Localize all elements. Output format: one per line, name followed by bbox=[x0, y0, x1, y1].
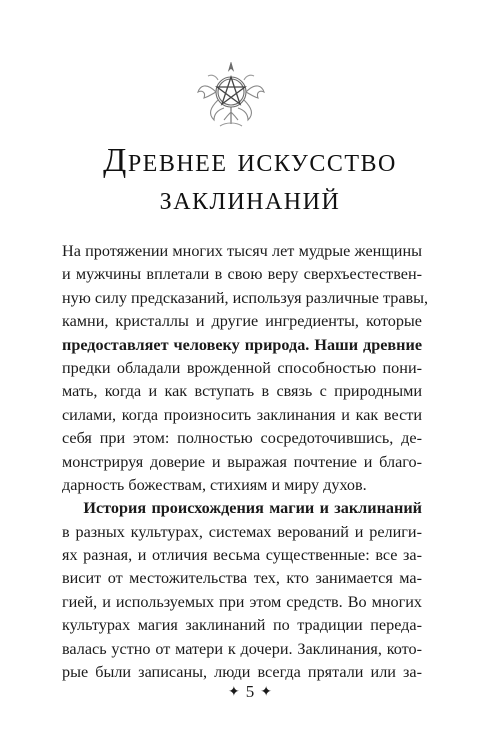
text-line bbox=[62, 638, 422, 661]
pentagram-flourish-icon bbox=[196, 62, 266, 128]
text-run: и мужчины вплетали в свою веру сверхъестествен- bbox=[62, 265, 422, 284]
bold-text-run: предоставляет человеку природа. Наши древние bbox=[62, 335, 422, 354]
text-line bbox=[62, 310, 422, 333]
text-run: гией, и используемых при этом средств. Во многих bbox=[62, 592, 422, 611]
text-line bbox=[62, 404, 422, 427]
text-line bbox=[62, 544, 422, 567]
text-run: На протяжении многих тысяч лет мудрые женщины bbox=[62, 242, 422, 260]
text-line bbox=[62, 380, 422, 403]
text-line bbox=[62, 497, 422, 520]
text-run: висит от местожительства тех, кто занимается ма- bbox=[62, 569, 422, 588]
text-line bbox=[62, 591, 422, 614]
text-run: предки обладали врожденной способностью пони- bbox=[62, 358, 422, 377]
text-line bbox=[62, 567, 422, 590]
text-run: ную силу предсказаний, используя различные травы, bbox=[62, 288, 429, 307]
text-run: дарность божествам, стихиям и миру духов. bbox=[62, 475, 367, 494]
paragraph-1 bbox=[62, 240, 429, 497]
text-line bbox=[62, 357, 422, 380]
text-run: камни, кристаллы и другие ингредиенты, которые bbox=[62, 312, 422, 331]
text-line bbox=[62, 521, 422, 544]
text-line bbox=[62, 451, 422, 474]
text-line bbox=[62, 263, 422, 286]
text-line bbox=[62, 661, 422, 684]
chapter-title-line-1: Древнее искусство bbox=[103, 142, 397, 179]
text-line bbox=[62, 334, 422, 357]
chapter-title-line-2: заклинаний bbox=[159, 180, 341, 217]
text-run bbox=[62, 499, 83, 517]
star-ornament-icon: ✦ bbox=[260, 685, 272, 700]
text-run: монстрируя доверие и выражая почтение и благо- bbox=[62, 452, 422, 471]
text-run: культурах магия заклинаний по традиции переда- bbox=[62, 616, 422, 635]
text-line bbox=[62, 427, 422, 450]
page-number: 5 bbox=[245, 682, 255, 701]
text-run: ях разная, и отличия весьма существенные: все за- bbox=[62, 546, 422, 565]
text-line bbox=[62, 240, 422, 263]
body-text bbox=[62, 240, 429, 684]
text-run: валась устно от матери к дочери. Заклинания, кото- bbox=[62, 639, 422, 658]
page-footer bbox=[0, 682, 500, 702]
text-run: в разных культурах, системах верований и религи- bbox=[62, 522, 422, 541]
text-run: рые были записаны, люди всегда прятали или за- bbox=[62, 663, 422, 682]
text-run: силами, когда произносить заклинания и как вести bbox=[62, 405, 422, 424]
bold-text-run: История происхождения магии и заклинаний bbox=[83, 499, 422, 518]
text-line bbox=[62, 287, 429, 310]
paragraph-2 bbox=[62, 497, 422, 684]
star-ornament-icon: ✦ bbox=[228, 685, 240, 700]
text-run: себя при этом: полностью сосредоточившись, де- bbox=[62, 429, 422, 448]
text-line bbox=[62, 614, 422, 637]
text-run: мать, когда и как вступать в связь с природными bbox=[62, 382, 422, 401]
text-line bbox=[62, 474, 422, 497]
